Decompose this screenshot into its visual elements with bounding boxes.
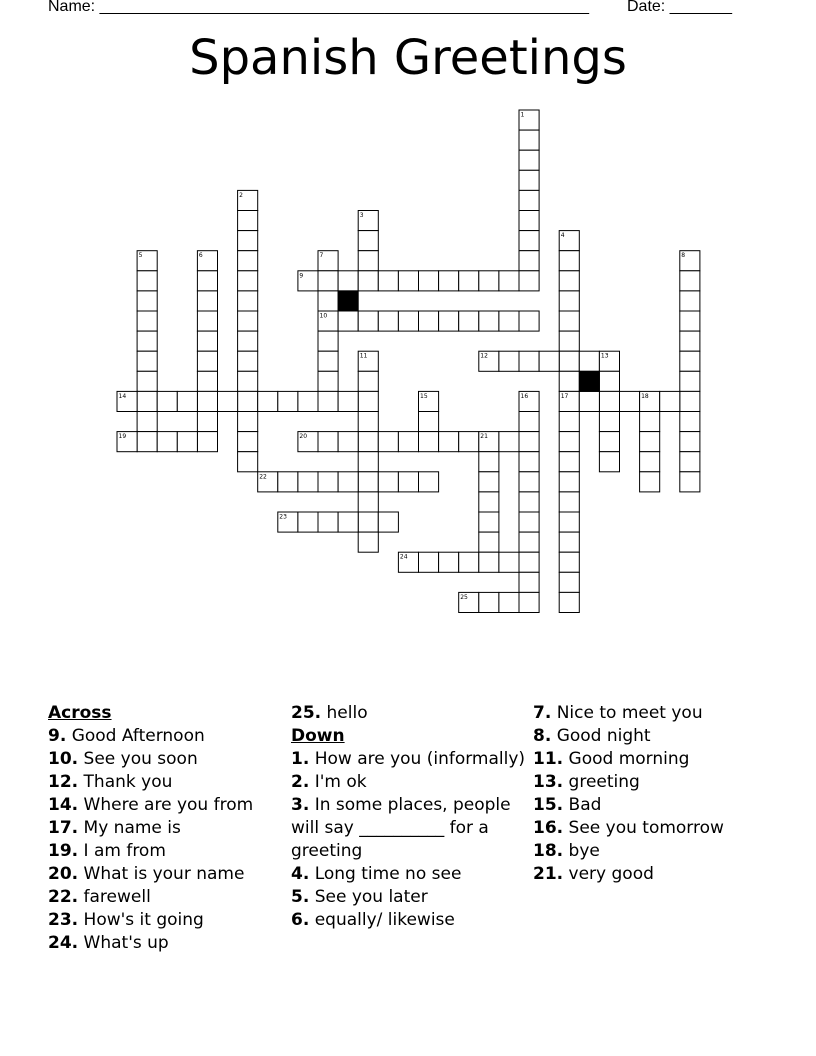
cell-number: 19 bbox=[118, 433, 127, 441]
crossword-cell[interactable] bbox=[599, 391, 619, 411]
crossword-cell[interactable] bbox=[519, 190, 539, 210]
crossword-cell[interactable] bbox=[358, 211, 378, 231]
crossword-cell[interactable] bbox=[137, 371, 157, 391]
crossword-cell[interactable] bbox=[579, 391, 599, 411]
cell-number: 8 bbox=[681, 252, 686, 260]
crossword-cell[interactable] bbox=[338, 512, 358, 532]
clue-across-9: 9. Good Afternoon bbox=[48, 726, 205, 746]
crossword-cell[interactable] bbox=[559, 552, 579, 572]
clue-down-13: 13. greeting bbox=[533, 772, 640, 792]
crossword-cell[interactable] bbox=[258, 391, 278, 411]
crossword-cell[interactable] bbox=[419, 412, 439, 432]
crossword-cell[interactable] bbox=[599, 412, 619, 432]
crossword-cell[interactable] bbox=[358, 492, 378, 512]
crossword-cell[interactable] bbox=[519, 110, 539, 130]
crossword-cell[interactable] bbox=[599, 432, 619, 452]
crossword-cell[interactable] bbox=[137, 271, 157, 291]
crossword-cell[interactable] bbox=[559, 532, 579, 552]
crossword-cell[interactable] bbox=[338, 391, 358, 411]
clue-across-22: 22. farewell bbox=[48, 887, 151, 907]
crossword-cell[interactable] bbox=[117, 432, 137, 452]
crossword-cell[interactable] bbox=[157, 432, 177, 452]
crossword-cell[interactable] bbox=[519, 532, 539, 552]
crossword-cell[interactable] bbox=[519, 552, 539, 572]
clue-down-18: 18. bye bbox=[533, 841, 600, 861]
cell-number: 16 bbox=[520, 392, 529, 400]
crossword-cell[interactable] bbox=[640, 472, 660, 492]
clue-across-12: 12. Thank you bbox=[48, 772, 173, 792]
crossword-cell[interactable] bbox=[398, 552, 418, 572]
crossword-cell[interactable] bbox=[479, 532, 499, 552]
crossword-cell[interactable] bbox=[680, 351, 700, 371]
crossword-cell[interactable] bbox=[238, 452, 258, 472]
crossword-cell[interactable] bbox=[238, 251, 258, 271]
cell-number: 1 bbox=[520, 111, 525, 119]
clue-across-23: 23. How's it going bbox=[48, 910, 204, 930]
crossword-cell[interactable] bbox=[579, 351, 599, 371]
crossword-cell[interactable] bbox=[680, 371, 700, 391]
crossword-cell[interactable] bbox=[640, 432, 660, 452]
crossword-cell[interactable] bbox=[419, 391, 439, 411]
clue-down-3: 3. In some places, people will say __________ for a greeting bbox=[291, 795, 511, 861]
crossword-cell[interactable] bbox=[197, 412, 217, 432]
crossword-cell[interactable] bbox=[378, 271, 398, 291]
crossword-cell[interactable] bbox=[479, 311, 499, 331]
crossword-cell[interactable] bbox=[358, 412, 378, 432]
crossword-cell[interactable] bbox=[298, 271, 318, 291]
clue-down-4: 4. Long time no see bbox=[291, 864, 462, 884]
crossword-cell[interactable] bbox=[318, 251, 338, 271]
cell-number: 5 bbox=[138, 252, 143, 260]
crossword-cell[interactable] bbox=[499, 552, 519, 572]
crossword-cell[interactable] bbox=[278, 391, 298, 411]
crossword-cell[interactable] bbox=[298, 391, 318, 411]
black-square bbox=[338, 291, 358, 311]
crossword-cell[interactable] bbox=[499, 351, 519, 371]
crossword-cell[interactable] bbox=[197, 251, 217, 271]
crossword-cell[interactable] bbox=[680, 251, 700, 271]
cell-number: 15 bbox=[420, 392, 428, 400]
crossword-cell[interactable] bbox=[298, 432, 318, 452]
crossword-cell[interactable] bbox=[519, 251, 539, 271]
crossword-cell[interactable] bbox=[197, 291, 217, 311]
crossword-cell[interactable] bbox=[479, 452, 499, 472]
clue-down-15: 15. Bad bbox=[533, 795, 602, 815]
crossword-cell[interactable] bbox=[238, 190, 258, 210]
crossword-cell[interactable] bbox=[358, 311, 378, 331]
crossword-cell[interactable] bbox=[439, 432, 459, 452]
crossword-cell[interactable] bbox=[238, 432, 258, 452]
crossword-cell[interactable] bbox=[318, 371, 338, 391]
crossword-cell[interactable] bbox=[599, 351, 619, 371]
crossword-cell[interactable] bbox=[559, 572, 579, 592]
crossword-cell[interactable] bbox=[358, 512, 378, 532]
crossword-cell[interactable] bbox=[519, 130, 539, 150]
clue-across-20: 20. What is your name bbox=[48, 864, 245, 884]
crossword-cell[interactable] bbox=[519, 452, 539, 472]
crossword-cell[interactable] bbox=[519, 472, 539, 492]
crossword-cell[interactable] bbox=[519, 351, 539, 371]
crossword-cell[interactable] bbox=[419, 271, 439, 291]
crossword-cell[interactable] bbox=[318, 291, 338, 311]
clue-down-8: 8. Good night bbox=[533, 726, 651, 746]
cell-number: 12 bbox=[480, 352, 488, 360]
crossword-cell[interactable] bbox=[479, 492, 499, 512]
crossword-cell[interactable] bbox=[559, 492, 579, 512]
crossword-cell[interactable] bbox=[197, 432, 217, 452]
crossword-cell[interactable] bbox=[559, 311, 579, 331]
clues-column-1 bbox=[48, 702, 283, 955]
clues-column-3 bbox=[533, 702, 778, 886]
crossword-cell[interactable] bbox=[218, 391, 238, 411]
crossword-cell[interactable] bbox=[298, 512, 318, 532]
crossword-cell[interactable] bbox=[177, 391, 197, 411]
crossword-cell[interactable] bbox=[519, 492, 539, 512]
crossword-cell[interactable] bbox=[378, 432, 398, 452]
crossword-cell[interactable] bbox=[358, 251, 378, 271]
crossword-cell[interactable] bbox=[499, 592, 519, 612]
crossword-cell[interactable] bbox=[358, 452, 378, 472]
clue-down-21: 21. very good bbox=[533, 864, 654, 884]
clue-across-19: 19. I am from bbox=[48, 841, 166, 861]
crossword-cell[interactable] bbox=[559, 391, 579, 411]
crossword-cell[interactable] bbox=[258, 472, 278, 492]
crossword-cell[interactable] bbox=[519, 391, 539, 411]
clue-down-7: 7. Nice to meet you bbox=[533, 703, 703, 723]
crossword-cell[interactable] bbox=[238, 291, 258, 311]
crossword-cell[interactable] bbox=[439, 552, 459, 572]
cell-number: 9 bbox=[299, 272, 304, 280]
crossword-cell[interactable] bbox=[238, 211, 258, 231]
crossword-cell[interactable] bbox=[137, 311, 157, 331]
crossword-cell[interactable] bbox=[559, 291, 579, 311]
across-heading: Across bbox=[48, 703, 112, 723]
crossword-cell[interactable] bbox=[338, 432, 358, 452]
crossword-cell[interactable] bbox=[318, 271, 338, 291]
crossword-cell[interactable] bbox=[559, 271, 579, 291]
crossword-cell[interactable] bbox=[680, 311, 700, 331]
cell-number: 2 bbox=[239, 191, 243, 199]
clue-across-10: 10. See you soon bbox=[48, 749, 198, 769]
crossword-cell[interactable] bbox=[640, 412, 660, 432]
crossword-cell[interactable] bbox=[177, 432, 197, 452]
crossword-cell[interactable] bbox=[519, 432, 539, 452]
crossword-cell[interactable] bbox=[479, 351, 499, 371]
crossword-cell[interactable] bbox=[238, 412, 258, 432]
crossword-cell[interactable] bbox=[680, 432, 700, 452]
crossword-cell[interactable] bbox=[599, 452, 619, 472]
crossword-cell[interactable] bbox=[238, 371, 258, 391]
page-title: Spanish Greetings bbox=[189, 30, 627, 86]
crossword-cell[interactable] bbox=[318, 512, 338, 532]
crossword-cell[interactable] bbox=[278, 472, 298, 492]
cell-number: 4 bbox=[560, 232, 565, 240]
crossword-cell[interactable] bbox=[519, 271, 539, 291]
crossword-cell[interactable] bbox=[137, 291, 157, 311]
crossword-cell[interactable] bbox=[479, 552, 499, 572]
crossword-cell[interactable] bbox=[358, 472, 378, 492]
cell-number: 17 bbox=[560, 392, 569, 400]
crossword-cell[interactable] bbox=[559, 592, 579, 612]
crossword-cell[interactable] bbox=[459, 311, 479, 331]
crossword-cell[interactable] bbox=[358, 351, 378, 371]
crossword-cell[interactable] bbox=[398, 271, 418, 291]
crossword-cell[interactable] bbox=[680, 452, 700, 472]
crossword-cell[interactable] bbox=[559, 251, 579, 271]
crossword-cell[interactable] bbox=[439, 311, 459, 331]
crossword-cell[interactable] bbox=[559, 351, 579, 371]
clue-across-17: 17. My name is bbox=[48, 818, 181, 838]
crossword-cell[interactable] bbox=[197, 331, 217, 351]
crossword-cell[interactable] bbox=[378, 512, 398, 532]
cell-number: 18 bbox=[641, 392, 649, 400]
crossword-cell[interactable] bbox=[238, 311, 258, 331]
cell-number: 22 bbox=[259, 473, 267, 481]
crossword-cell[interactable] bbox=[197, 371, 217, 391]
crossword-cell[interactable] bbox=[238, 351, 258, 371]
crossword-cell[interactable] bbox=[378, 472, 398, 492]
crossword-cell[interactable] bbox=[338, 271, 358, 291]
cell-number: 11 bbox=[359, 352, 368, 360]
cell-number: 10 bbox=[319, 312, 328, 320]
crossword-cell[interactable] bbox=[519, 592, 539, 612]
crossword-cell[interactable] bbox=[197, 351, 217, 371]
crossword-cell[interactable] bbox=[499, 311, 519, 331]
clue-across-14: 14. Where are you from bbox=[48, 795, 254, 815]
crossword-cell[interactable] bbox=[238, 231, 258, 251]
cell-number: 14 bbox=[118, 392, 127, 400]
crossword-cell[interactable] bbox=[519, 150, 539, 170]
crossword-cell[interactable] bbox=[318, 311, 338, 331]
crossword-cell[interactable] bbox=[519, 311, 539, 331]
cell-number: 24 bbox=[399, 553, 408, 561]
crossword-cell[interactable] bbox=[479, 271, 499, 291]
crossword-cell[interactable] bbox=[439, 271, 459, 291]
crossword-cell[interactable] bbox=[419, 472, 439, 492]
cell-number: 13 bbox=[600, 352, 609, 360]
crossword-cell[interactable] bbox=[358, 391, 378, 411]
crossword-cell[interactable] bbox=[137, 251, 157, 271]
crossword-cell[interactable] bbox=[680, 271, 700, 291]
crossword-cell[interactable] bbox=[278, 512, 298, 532]
cell-number: 7 bbox=[319, 252, 324, 260]
crossword-cell[interactable] bbox=[358, 532, 378, 552]
crossword-cell[interactable] bbox=[519, 412, 539, 432]
crossword-cell[interactable] bbox=[519, 170, 539, 190]
crossword-cell[interactable] bbox=[680, 331, 700, 351]
crossword-cell[interactable] bbox=[519, 512, 539, 532]
crossword-cell[interactable] bbox=[680, 291, 700, 311]
crossword-cell[interactable] bbox=[338, 472, 358, 492]
crossword-cell[interactable] bbox=[398, 311, 418, 331]
crossword-cell[interactable] bbox=[519, 572, 539, 592]
crossword-cell[interactable] bbox=[238, 331, 258, 351]
crossword-cell[interactable] bbox=[157, 391, 177, 411]
crossword-cell[interactable] bbox=[479, 432, 499, 452]
crossword-cell[interactable] bbox=[559, 432, 579, 452]
black-square bbox=[579, 371, 599, 391]
clue-down-6: 6. equally/ likewise bbox=[291, 910, 455, 930]
crossword-cell[interactable] bbox=[137, 412, 157, 432]
crossword-cell[interactable] bbox=[298, 472, 318, 492]
cell-number: 20 bbox=[299, 433, 308, 441]
crossword-cell[interactable] bbox=[318, 432, 338, 452]
crossword-cell[interactable] bbox=[479, 512, 499, 532]
clue-down-1: 1. How are you (informally) bbox=[291, 749, 526, 769]
crossword-cell[interactable] bbox=[459, 552, 479, 572]
crossword-cell[interactable] bbox=[419, 552, 439, 572]
crossword-cell[interactable] bbox=[378, 311, 398, 331]
cell-number: 21 bbox=[480, 433, 488, 441]
crossword-cell[interactable] bbox=[640, 391, 660, 411]
crossword-cell[interactable] bbox=[680, 472, 700, 492]
crossword-cell[interactable] bbox=[479, 592, 499, 612]
crossword-cell[interactable] bbox=[559, 472, 579, 492]
crossword-cell[interactable] bbox=[358, 432, 378, 452]
clue-across-24: 24. What's up bbox=[48, 933, 169, 953]
crossword-cell[interactable] bbox=[197, 391, 217, 411]
crossword-cell[interactable] bbox=[680, 412, 700, 432]
crossword-cell[interactable] bbox=[620, 391, 640, 411]
crossword-cell[interactable] bbox=[640, 452, 660, 472]
crossword-cell[interactable] bbox=[238, 271, 258, 291]
crossword-cell[interactable] bbox=[559, 231, 579, 251]
crossword-cell[interactable] bbox=[419, 311, 439, 331]
crossword-cell[interactable] bbox=[398, 432, 418, 452]
crossword-cell[interactable] bbox=[539, 351, 559, 371]
crossword-cell[interactable] bbox=[499, 271, 519, 291]
crossword-cell[interactable] bbox=[559, 331, 579, 351]
down-heading: Down bbox=[291, 726, 345, 746]
cell-number: 6 bbox=[198, 252, 203, 260]
crossword-cell[interactable] bbox=[358, 231, 378, 251]
crossword-cell[interactable] bbox=[318, 351, 338, 371]
crossword-cell[interactable] bbox=[660, 391, 680, 411]
crossword-cell[interactable] bbox=[459, 271, 479, 291]
clue-across-25: 25. hello bbox=[291, 703, 368, 723]
crossword-cell[interactable] bbox=[137, 391, 157, 411]
cell-number: 3 bbox=[359, 212, 364, 219]
crossword-cell[interactable] bbox=[419, 432, 439, 452]
crossword-cell[interactable] bbox=[197, 311, 217, 331]
crossword-cell[interactable] bbox=[559, 512, 579, 532]
crossword-cell[interactable] bbox=[197, 271, 217, 291]
crossword-cell[interactable] bbox=[358, 371, 378, 391]
crossword-cell[interactable] bbox=[318, 391, 338, 411]
crossword-cell[interactable] bbox=[559, 452, 579, 472]
crossword-cell[interactable] bbox=[318, 331, 338, 351]
cell-number: 25 bbox=[460, 593, 468, 601]
crossword-cell[interactable] bbox=[338, 311, 358, 331]
crossword-cell[interactable] bbox=[137, 432, 157, 452]
crossword-cell[interactable] bbox=[499, 432, 519, 452]
crossword-cell[interactable] bbox=[318, 472, 338, 492]
crossword-cell[interactable] bbox=[559, 371, 579, 391]
crossword-cell[interactable] bbox=[137, 331, 157, 351]
crossword-cell[interactable] bbox=[479, 472, 499, 492]
crossword-cell[interactable] bbox=[238, 391, 258, 411]
clue-down-16: 16. See you tomorrow bbox=[533, 818, 724, 838]
crossword-cell[interactable] bbox=[599, 371, 619, 391]
crossword-cell[interactable] bbox=[137, 351, 157, 371]
crossword-cell[interactable] bbox=[398, 472, 418, 492]
date-line[interactable]: Date: _______ bbox=[627, 0, 732, 15]
clue-down-11: 11. Good morning bbox=[533, 749, 690, 769]
crossword-cell[interactable] bbox=[519, 211, 539, 231]
crossword-cell[interactable] bbox=[680, 391, 700, 411]
cell-number: 23 bbox=[279, 513, 287, 521]
crossword-cell[interactable] bbox=[117, 391, 137, 411]
crossword-cell[interactable] bbox=[519, 231, 539, 251]
clue-down-2: 2. I'm ok bbox=[291, 772, 367, 792]
crossword-cell[interactable] bbox=[559, 412, 579, 432]
crossword-cell[interactable] bbox=[459, 592, 479, 612]
clues-column-2 bbox=[291, 702, 529, 932]
clue-down-5: 5. See you later bbox=[291, 887, 428, 907]
name-line[interactable]: Name: _______________________________________________________ bbox=[48, 0, 589, 15]
crossword-cell[interactable] bbox=[459, 432, 479, 452]
crossword-cell[interactable] bbox=[358, 271, 378, 291]
